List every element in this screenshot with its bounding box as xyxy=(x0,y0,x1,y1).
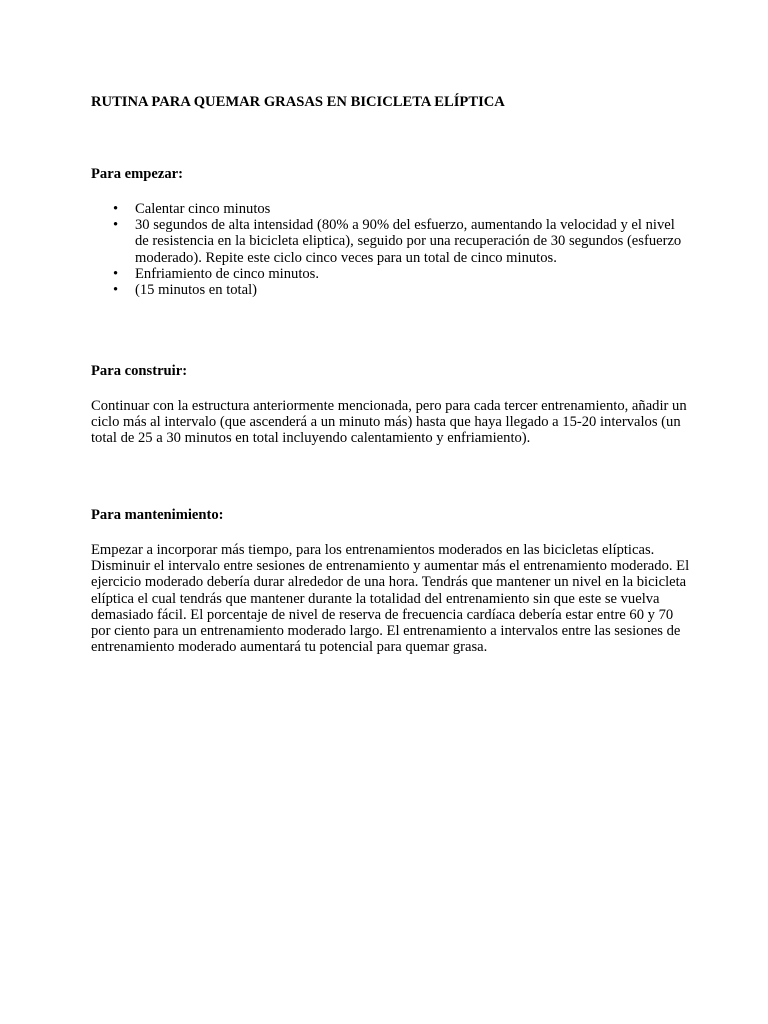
section-heading-mantenimiento: Para mantenimiento: xyxy=(91,507,224,523)
list-item-text: Calentar cinco minutos xyxy=(135,201,271,217)
document-title: RUTINA PARA QUEMAR GRASAS EN BICICLETA ELÍPTICA xyxy=(91,94,505,110)
list-item-text: 30 segundos de alta intensidad (80% a 90% del esfuerzo, aumentando la velocidad y el nivel de resistencia en la bicicleta eliptica), seguido por una recuperación de 30 segundos (esfuerzo moderado). Repite este ciclo cinco veces para un total de cinco minutos. xyxy=(135,217,682,266)
list-item-text: Enfriamiento de cinco minutos. xyxy=(135,265,319,282)
bullet-icon: • xyxy=(113,282,119,299)
paragraph-construir: Continuar con la estructura anteriormente mencionada, pero para cada tercer entrenamiento, añadir un ciclo más al intervalo (que ascenderá a un minuto más) hasta que haya llegado a 15-20 intervalos (un total de 25 a 30 minutos en total incluyendo calentamiento y enfriamiento). xyxy=(91,398,687,447)
bullet-icon: • xyxy=(113,265,119,282)
list-item xyxy=(91,282,691,298)
paragraph-mantenimiento: Empezar a incorporar más tiempo, para los entrenamientos moderados en las bicicletas elípticas. Disminuir el intervalo entre sesiones de entrenamiento y aumentar más el entrenamiento moderado. El ejercicio moderado debería durar alrededor de una hora. Tendrás que mantener un nivel en la bicicleta elíptica el cual tendrás que mantener durante la totalidad del entrenamiento sin que este se vuelva demasiado fácil. El porcentaje de nivel de reserva de frecuencia cardíaca debería estar entre 60 y 70 por ciento para un entrenamiento moderado largo. El entrenamiento a intervalos entre las sesiones de entrenamiento moderado aumentará tu potencial para quemar grasa. xyxy=(91,542,690,656)
bullet-icon: • xyxy=(113,217,119,234)
list-item xyxy=(91,266,691,282)
list-item xyxy=(91,201,691,217)
list-item xyxy=(91,217,691,266)
section-heading-construir: Para construir: xyxy=(91,363,188,379)
list-item-text: (15 minutos en total) xyxy=(135,282,258,299)
bullet-icon: • xyxy=(113,201,119,217)
section-heading-empezar: Para empezar: xyxy=(91,166,183,182)
bullet-list-empezar xyxy=(91,201,691,298)
